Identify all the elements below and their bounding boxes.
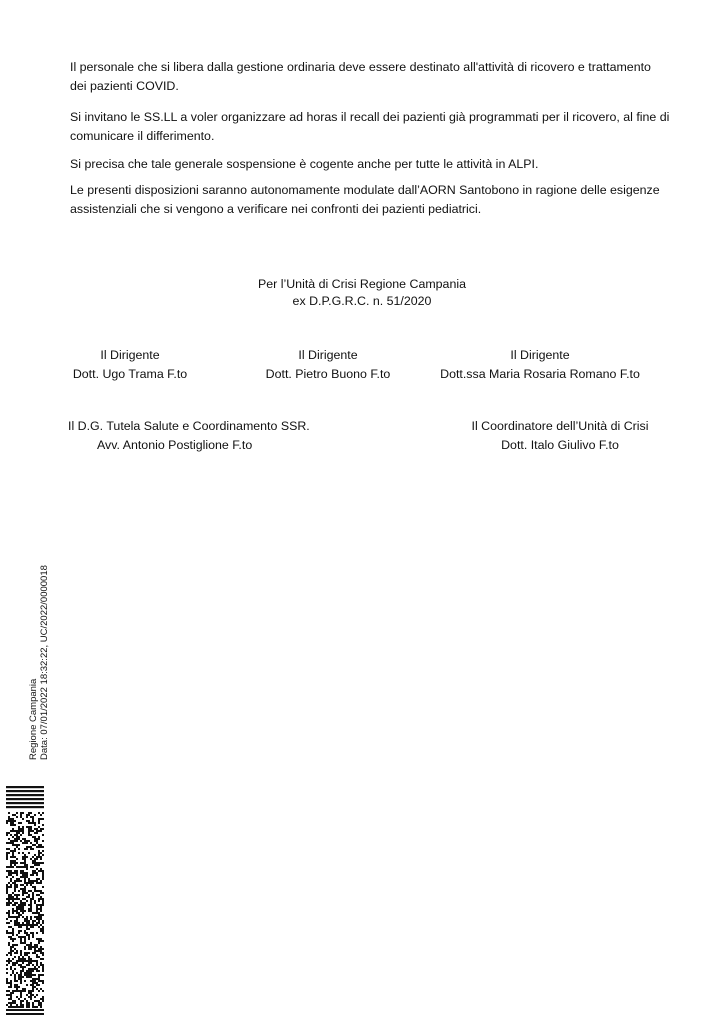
signature-role: Il Dirigente — [510, 348, 570, 362]
signature-name: Dott. Pietro Buono F.to — [265, 367, 391, 381]
paragraph-santobono: Le presenti disposizioni saranno autonomamente modulate dall’AORN Santobono in ragione delle esigenze assistenziali che si vengono a verificare nei confronti dei pazienti pediatrici. — [70, 183, 660, 216]
paragraph-recall: Si invitano le SS.LL a voler organizzare ad horas il recall dei pazienti già programmati per il ricovero, al fine di comunicare il differimento. — [70, 110, 670, 143]
protocol-stamp — [28, 565, 50, 760]
signature-role: Il Dirigente — [100, 348, 160, 362]
signature-name: Dott.ssa Maria Rosaria Romano F.to — [440, 367, 640, 381]
signature-dg-postiglione — [68, 417, 310, 455]
signature-coordinatore-giulivo — [440, 417, 680, 455]
protocol-stamp-office: Regione Campania — [28, 678, 39, 760]
signature-name: Dott. Ugo Trama F.to — [72, 367, 188, 381]
signature-dirigente-trama — [50, 346, 210, 384]
signature-role: Il Dirigente — [298, 348, 358, 362]
signature-dirigente-buono — [238, 346, 418, 384]
signature-dirigente-romano — [420, 346, 660, 384]
unit-heading: Per l’Unità di Crisi Regione Campania — [258, 277, 466, 291]
signature-name: Avv. Antonio Postiglione F.to — [97, 438, 253, 452]
paragraph-alpi: Si precisa che tale generale sospensione è cogente anche per tutte le attività in ALPI. — [70, 157, 539, 171]
protocol-stamp-date: Data: 07/01/2022 18:32:22, UC/2022/0000018 — [39, 565, 50, 760]
paragraph-personale: Il personale che si libera dalla gestione ordinaria deve essere destinato all'attività di ricovero e trattamento dei pazienti COVID. — [70, 60, 651, 93]
datamatrix-barcode-icon — [6, 786, 44, 1016]
signature-role: Il D.G. Tutela Salute e Coordinamento SSR. — [68, 419, 310, 433]
signature-name: Dott. Italo Giulivo F.to — [501, 438, 619, 452]
unit-decree: ex D.P.G.R.C. n. 51/2020 — [292, 294, 432, 308]
signature-role: Il Coordinatore dell’Unità di Crisi — [471, 419, 649, 433]
